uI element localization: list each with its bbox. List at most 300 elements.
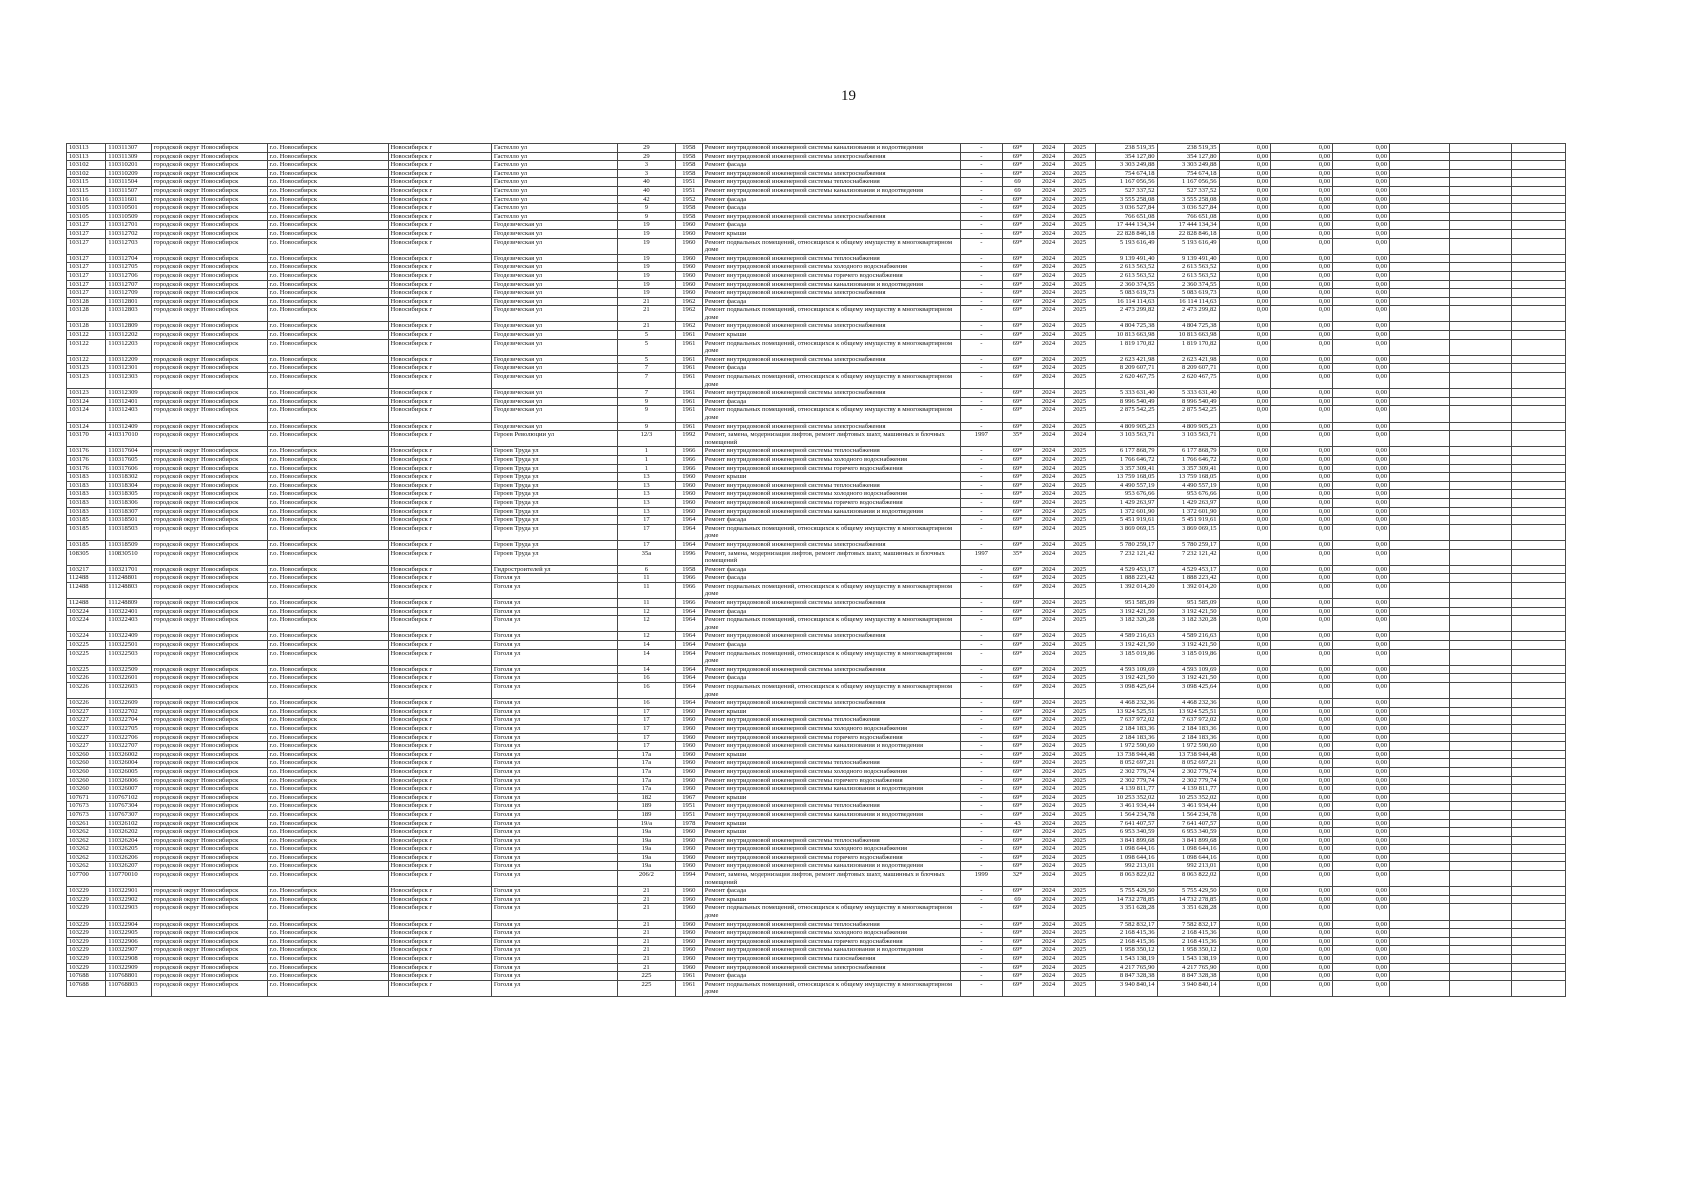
cell-other-cost: 0,00 (1333, 845, 1390, 854)
cell-plan-start-year: 2024 (1033, 195, 1064, 204)
cell-extra-col-2 (1450, 322, 1512, 331)
cell-plan-start-year: 2024 (1033, 616, 1064, 632)
cell-extra-col-1 (1390, 271, 1450, 280)
cell-work-type: Ремонт фасада (702, 565, 960, 574)
cell-work-type: Ремонт внутридомовой инженерной системы электроснабжения (702, 599, 960, 608)
cell-street: Геодезическая ул (491, 389, 617, 398)
cell-city: Новосибирск г (388, 649, 491, 665)
cell-extra-col-2 (1450, 929, 1512, 938)
cell-plan-end-year: 2025 (1064, 455, 1095, 464)
cell-work-type: Ремонт, замена, модернизация лифтов, ремонт лифтовых шахт, машинных и блочных помещений (702, 871, 960, 887)
cell-lift-year: - (961, 524, 1002, 540)
cell-municipal-district: городской округ Новосибирск (151, 507, 267, 516)
cell-settlement: г.о. Новосибирск (267, 195, 388, 204)
cell-extra-col-1 (1390, 683, 1450, 699)
cell-wear-percent: 69* (1002, 767, 1033, 776)
cell-work-type: Ремонт подвальных помещений, относящихся к общему имуществу в многоквартирном доме (702, 238, 960, 254)
cell-total-cost: 13 759 168,05 (1095, 473, 1157, 482)
cell-lift-year: - (961, 724, 1002, 733)
cell-fund-cost: 16 114 114,63 (1157, 297, 1219, 306)
cell-house-number: 17а (617, 759, 675, 768)
cell-budget-cost: 0,00 (1219, 373, 1271, 389)
table-row (67, 238, 1566, 254)
cell-plan-start-year: 2024 (1033, 322, 1064, 331)
table-row (67, 540, 1566, 549)
cell-city: Новосибирск г (388, 674, 491, 683)
cell-extra-col-3 (1512, 895, 1566, 904)
cell-street: Гоголя ул (491, 616, 617, 632)
cell-build-year: 1964 (675, 649, 702, 665)
cell-extra-col-3 (1512, 144, 1566, 153)
table-row (67, 853, 1566, 862)
cell-work-id: 110312706 (106, 271, 151, 280)
table-row (67, 776, 1566, 785)
cell-budget-cost: 0,00 (1219, 920, 1271, 929)
cell-work-id: 110322904 (106, 920, 151, 929)
cell-settlement: г.о. Новосибирск (267, 540, 388, 549)
table-row (67, 802, 1566, 811)
cell-other-cost: 0,00 (1333, 871, 1390, 887)
cell-city: Новосибирск г (388, 828, 491, 837)
cell-other-cost: 0,00 (1333, 339, 1390, 355)
cell-house-id: 107688 (67, 972, 106, 981)
cell-extra-col-1 (1390, 616, 1450, 632)
cell-owner-cost: 0,00 (1271, 980, 1333, 996)
cell-owner-cost: 0,00 (1271, 355, 1333, 364)
cell-municipal-district: городской округ Новосибирск (151, 742, 267, 751)
cell-house-id: 103127 (67, 238, 106, 254)
cell-extra-col-1 (1390, 364, 1450, 373)
cell-other-cost: 0,00 (1333, 204, 1390, 213)
table-row (67, 331, 1566, 340)
cell-total-cost: 2 623 421,98 (1095, 355, 1157, 364)
cell-build-year: 1967 (675, 793, 702, 802)
cell-build-year: 1952 (675, 195, 702, 204)
cell-plan-start-year: 2024 (1033, 306, 1064, 322)
cell-city: Новосибирск г (388, 364, 491, 373)
cell-municipal-district: городской округ Новосибирск (151, 169, 267, 178)
cell-fund-cost: 4 593 109,69 (1157, 665, 1219, 674)
cell-street: Гоголя ул (491, 724, 617, 733)
cell-house-number: 1 (617, 447, 675, 456)
cell-lift-year: - (961, 331, 1002, 340)
cell-owner-cost: 0,00 (1271, 946, 1333, 955)
table-row (67, 574, 1566, 583)
cell-house-id: 103176 (67, 447, 106, 456)
cell-extra-col-2 (1450, 204, 1512, 213)
cell-work-type: Ремонт подвальных помещений, относящихся к общему имуществу в многоквартирном доме (702, 980, 960, 996)
cell-extra-col-3 (1512, 271, 1566, 280)
cell-build-year: 1961 (675, 355, 702, 364)
cell-plan-start-year: 2024 (1033, 819, 1064, 828)
cell-fund-cost: 5 333 631,40 (1157, 389, 1219, 398)
cell-house-id: 103183 (67, 481, 106, 490)
cell-work-id: 110322906 (106, 937, 151, 946)
table-row (67, 641, 1566, 650)
cell-extra-col-1 (1390, 322, 1450, 331)
cell-house-id: 103127 (67, 254, 106, 263)
cell-extra-col-1 (1390, 431, 1450, 447)
cell-work-id: 110322907 (106, 946, 151, 955)
cell-other-cost: 0,00 (1333, 920, 1390, 929)
cell-work-type: Ремонт подвальных помещений, относящихся к общему имуществу в многоквартирном доме (702, 373, 960, 389)
cell-city: Новосибирск г (388, 937, 491, 946)
cell-plan-end-year: 2025 (1064, 397, 1095, 406)
cell-house-number: 40 (617, 178, 675, 187)
cell-house-id: 103170 (67, 431, 106, 447)
cell-municipal-district: городской округ Новосибирск (151, 871, 267, 887)
cell-budget-cost: 0,00 (1219, 422, 1271, 431)
cell-extra-col-2 (1450, 599, 1512, 608)
cell-extra-col-2 (1450, 904, 1512, 920)
cell-work-id: 111248801 (106, 574, 151, 583)
cell-wear-percent: 69* (1002, 980, 1033, 996)
cell-house-number: 21 (617, 937, 675, 946)
cell-house-number: 5 (617, 331, 675, 340)
cell-work-id: 110322903 (106, 904, 151, 920)
cell-plan-end-year: 2025 (1064, 254, 1095, 263)
cell-owner-cost: 0,00 (1271, 887, 1333, 896)
cell-other-cost: 0,00 (1333, 186, 1390, 195)
cell-city: Новосибирск г (388, 254, 491, 263)
cell-other-cost: 0,00 (1333, 616, 1390, 632)
cell-extra-col-1 (1390, 955, 1450, 964)
table-row (67, 674, 1566, 683)
cell-total-cost: 8 209 607,71 (1095, 364, 1157, 373)
cell-settlement: г.о. Новосибирск (267, 297, 388, 306)
cell-plan-end-year: 2025 (1064, 221, 1095, 230)
cell-fund-cost: 2 360 374,55 (1157, 280, 1219, 289)
cell-other-cost: 0,00 (1333, 699, 1390, 708)
cell-wear-percent: 69* (1002, 574, 1033, 583)
cell-municipal-district: городской округ Новосибирск (151, 582, 267, 598)
cell-extra-col-1 (1390, 507, 1450, 516)
cell-settlement: г.о. Новосибирск (267, 271, 388, 280)
cell-build-year: 1992 (675, 431, 702, 447)
cell-other-cost: 0,00 (1333, 195, 1390, 204)
cell-work-id: 110312801 (106, 297, 151, 306)
cell-wear-percent: 69* (1002, 641, 1033, 650)
cell-total-cost: 4 139 811,77 (1095, 785, 1157, 794)
cell-plan-end-year: 2025 (1064, 297, 1095, 306)
cell-street: Геодезическая ул (491, 271, 617, 280)
cell-extra-col-2 (1450, 759, 1512, 768)
cell-wear-percent: 69* (1002, 389, 1033, 398)
cell-fund-cost: 2 302 779,74 (1157, 776, 1219, 785)
cell-extra-col-2 (1450, 481, 1512, 490)
cell-work-type: Ремонт подвальных помещений, относящихся к общему имуществу в многоквартирном доме (702, 616, 960, 632)
cell-other-cost: 0,00 (1333, 524, 1390, 540)
cell-build-year: 1960 (675, 862, 702, 871)
cell-budget-cost: 0,00 (1219, 389, 1271, 398)
cell-extra-col-2 (1450, 649, 1512, 665)
cell-municipal-district: городской округ Новосибирск (151, 683, 267, 699)
cell-build-year: 1966 (675, 464, 702, 473)
cell-city: Новосибирск г (388, 920, 491, 929)
cell-wear-percent: 69* (1002, 447, 1033, 456)
table-row (67, 397, 1566, 406)
cell-settlement: г.о. Новосибирск (267, 490, 388, 499)
cell-street: Гоголя ул (491, 574, 617, 583)
cell-street: Гоголя ул (491, 819, 617, 828)
cell-wear-percent: 69* (1002, 674, 1033, 683)
cell-plan-end-year: 2025 (1064, 929, 1095, 938)
cell-work-id: 110326204 (106, 836, 151, 845)
cell-extra-col-2 (1450, 871, 1512, 887)
capital-repair-table (66, 143, 1566, 997)
cell-work-id: 110767102 (106, 793, 151, 802)
cell-owner-cost: 0,00 (1271, 828, 1333, 837)
cell-plan-start-year: 2024 (1033, 455, 1064, 464)
cell-house-number: 17 (617, 733, 675, 742)
cell-plan-end-year: 2025 (1064, 946, 1095, 955)
cell-total-cost: 2 613 563,52 (1095, 271, 1157, 280)
cell-fund-cost: 10 253 352,02 (1157, 793, 1219, 802)
cell-build-year: 1996 (675, 549, 702, 565)
cell-plan-end-year: 2025 (1064, 742, 1095, 751)
table-row (67, 490, 1566, 499)
table-body (67, 144, 1566, 997)
cell-extra-col-3 (1512, 549, 1566, 565)
cell-street: Гоголя ул (491, 929, 617, 938)
cell-wear-percent: 69* (1002, 289, 1033, 298)
cell-extra-col-1 (1390, 853, 1450, 862)
cell-extra-col-2 (1450, 490, 1512, 499)
cell-work-type: Ремонт внутридомовой инженерной системы горячего водоснабжения (702, 853, 960, 862)
table-row (67, 169, 1566, 178)
cell-build-year: 1960 (675, 254, 702, 263)
cell-budget-cost: 0,00 (1219, 254, 1271, 263)
cell-build-year: 1958 (675, 565, 702, 574)
cell-house-number: 19а (617, 853, 675, 862)
cell-build-year: 1960 (675, 929, 702, 938)
cell-extra-col-1 (1390, 169, 1450, 178)
cell-other-cost: 0,00 (1333, 887, 1390, 896)
cell-budget-cost: 0,00 (1219, 750, 1271, 759)
cell-extra-col-1 (1390, 297, 1450, 306)
cell-house-id: 103183 (67, 498, 106, 507)
cell-lift-year: - (961, 895, 1002, 904)
cell-work-type: Ремонт внутридомовой инженерной системы горячего водоснабжения (702, 776, 960, 785)
cell-other-cost: 0,00 (1333, 431, 1390, 447)
cell-municipal-district: городской округ Новосибирск (151, 355, 267, 364)
cell-settlement: г.о. Новосибирск (267, 599, 388, 608)
cell-fund-cost: 2 168 415,36 (1157, 937, 1219, 946)
cell-total-cost: 14 732 278,85 (1095, 895, 1157, 904)
cell-work-id: 110312403 (106, 406, 151, 422)
table-row (67, 406, 1566, 422)
cell-settlement: г.о. Новосибирск (267, 263, 388, 272)
cell-house-number: 12 (617, 632, 675, 641)
cell-extra-col-3 (1512, 674, 1566, 683)
cell-plan-end-year: 2025 (1064, 972, 1095, 981)
cell-house-id: 103226 (67, 699, 106, 708)
cell-settlement: г.о. Новосибирск (267, 750, 388, 759)
cell-extra-col-1 (1390, 289, 1450, 298)
cell-build-year: 1964 (675, 665, 702, 674)
cell-municipal-district: городской округ Новосибирск (151, 574, 267, 583)
cell-house-id: 103227 (67, 707, 106, 716)
cell-settlement: г.о. Новосибирск (267, 455, 388, 464)
cell-other-cost: 0,00 (1333, 574, 1390, 583)
cell-extra-col-1 (1390, 229, 1450, 238)
cell-settlement: г.о. Новосибирск (267, 161, 388, 170)
cell-settlement: г.о. Новосибирск (267, 616, 388, 632)
cell-extra-col-1 (1390, 481, 1450, 490)
cell-plan-start-year: 2024 (1033, 464, 1064, 473)
cell-extra-col-3 (1512, 212, 1566, 221)
cell-other-cost: 0,00 (1333, 904, 1390, 920)
cell-build-year: 1960 (675, 767, 702, 776)
cell-total-cost: 10 253 352,02 (1095, 793, 1157, 802)
cell-house-number: 17 (617, 742, 675, 751)
cell-street: Гоголя ул (491, 742, 617, 751)
cell-municipal-district: городской округ Новосибирск (151, 186, 267, 195)
cell-other-cost: 0,00 (1333, 937, 1390, 946)
page-number: 19 (841, 88, 856, 104)
cell-municipal-district: городской округ Новосибирск (151, 331, 267, 340)
cell-house-id: 103262 (67, 862, 106, 871)
cell-budget-cost: 0,00 (1219, 406, 1271, 422)
cell-plan-end-year: 2025 (1064, 707, 1095, 716)
cell-work-id: 110322706 (106, 733, 151, 742)
cell-work-id: 110317605 (106, 455, 151, 464)
cell-plan-start-year: 2024 (1033, 895, 1064, 904)
cell-fund-cost: 6 177 868,79 (1157, 447, 1219, 456)
cell-lift-year: - (961, 607, 1002, 616)
cell-work-id: 111248809 (106, 599, 151, 608)
cell-extra-col-1 (1390, 582, 1450, 598)
cell-lift-year: - (961, 229, 1002, 238)
cell-fund-cost: 1 098 644,16 (1157, 845, 1219, 854)
cell-extra-col-3 (1512, 963, 1566, 972)
cell-house-number: 16 (617, 683, 675, 699)
cell-work-type: Ремонт фасада (702, 674, 960, 683)
cell-house-id: 103183 (67, 473, 106, 482)
cell-extra-col-1 (1390, 524, 1450, 540)
cell-municipal-district: городской округ Новосибирск (151, 195, 267, 204)
cell-work-id: 110318501 (106, 516, 151, 525)
cell-total-cost: 7 582 832,17 (1095, 920, 1157, 929)
cell-lift-year: - (961, 665, 1002, 674)
cell-settlement: г.о. Новосибирск (267, 785, 388, 794)
cell-work-id: 110312803 (106, 306, 151, 322)
cell-municipal-district: городской округ Новосибирск (151, 229, 267, 238)
cell-work-type: Ремонт внутридомовой инженерной системы горячего водоснабжения (702, 271, 960, 280)
cell-budget-cost: 0,00 (1219, 507, 1271, 516)
cell-wear-percent: 69* (1002, 632, 1033, 641)
cell-settlement: г.о. Новосибирск (267, 169, 388, 178)
cell-work-type: Ремонт фасада (702, 641, 960, 650)
cell-fund-cost: 5 780 259,17 (1157, 540, 1219, 549)
cell-city: Новосибирск г (388, 144, 491, 153)
cell-street: Героев Труда ул (491, 540, 617, 549)
cell-plan-start-year: 2024 (1033, 574, 1064, 583)
cell-extra-col-3 (1512, 750, 1566, 759)
cell-street: Гоголя ул (491, 887, 617, 896)
cell-build-year: 1961 (675, 980, 702, 996)
cell-owner-cost: 0,00 (1271, 767, 1333, 776)
cell-house-id: 103217 (67, 565, 106, 574)
cell-build-year: 1961 (675, 389, 702, 398)
cell-extra-col-2 (1450, 582, 1512, 598)
cell-extra-col-1 (1390, 422, 1450, 431)
cell-extra-col-2 (1450, 565, 1512, 574)
cell-settlement: г.о. Новосибирск (267, 524, 388, 540)
table-row (67, 355, 1566, 364)
cell-plan-end-year: 2025 (1064, 565, 1095, 574)
cell-total-cost: 3 192 421,50 (1095, 607, 1157, 616)
cell-other-cost: 0,00 (1333, 683, 1390, 699)
cell-plan-end-year: 2025 (1064, 904, 1095, 920)
cell-work-id: 110326004 (106, 759, 151, 768)
cell-budget-cost: 0,00 (1219, 221, 1271, 230)
cell-build-year: 1961 (675, 364, 702, 373)
cell-owner-cost: 0,00 (1271, 161, 1333, 170)
table-row (67, 649, 1566, 665)
cell-wear-percent: 69 (1002, 186, 1033, 195)
cell-lift-year: - (961, 516, 1002, 525)
cell-lift-year: - (961, 707, 1002, 716)
cell-extra-col-1 (1390, 776, 1450, 785)
cell-settlement: г.о. Новосибирск (267, 565, 388, 574)
cell-extra-col-2 (1450, 389, 1512, 398)
cell-budget-cost: 0,00 (1219, 490, 1271, 499)
cell-city: Новосибирск г (388, 431, 491, 447)
cell-work-id: 110318302 (106, 473, 151, 482)
cell-house-number: 189 (617, 810, 675, 819)
cell-wear-percent: 69* (1002, 724, 1033, 733)
cell-fund-cost: 1 972 590,60 (1157, 742, 1219, 751)
cell-city: Новосибирск г (388, 887, 491, 896)
cell-budget-cost: 0,00 (1219, 845, 1271, 854)
table-row (67, 828, 1566, 837)
cell-owner-cost: 0,00 (1271, 836, 1333, 845)
cell-plan-start-year: 2024 (1033, 767, 1064, 776)
cell-other-cost: 0,00 (1333, 776, 1390, 785)
cell-total-cost: 5 780 259,17 (1095, 540, 1157, 549)
cell-other-cost: 0,00 (1333, 836, 1390, 845)
cell-fund-cost: 3 192 421,50 (1157, 674, 1219, 683)
cell-fund-cost: 1 543 138,19 (1157, 955, 1219, 964)
cell-house-number: 7 (617, 373, 675, 389)
cell-extra-col-2 (1450, 665, 1512, 674)
cell-extra-col-3 (1512, 742, 1566, 751)
cell-extra-col-2 (1450, 161, 1512, 170)
cell-wear-percent: 69* (1002, 263, 1033, 272)
table-row (67, 516, 1566, 525)
table-row (67, 254, 1566, 263)
cell-municipal-district: городской округ Новосибирск (151, 455, 267, 464)
cell-house-id: 103262 (67, 845, 106, 854)
cell-street: Гоголя ул (491, 683, 617, 699)
cell-total-cost: 4 809 905,23 (1095, 422, 1157, 431)
cell-work-type: Ремонт внутридомовой инженерной системы теплоснабжения (702, 836, 960, 845)
cell-municipal-district: городской округ Новосибирск (151, 724, 267, 733)
cell-street: Гастелло ул (491, 186, 617, 195)
cell-house-id: 103113 (67, 152, 106, 161)
cell-street: Гоголя ул (491, 895, 617, 904)
table-row (67, 920, 1566, 929)
cell-street: Геодезическая ул (491, 238, 617, 254)
cell-house-number: 5 (617, 339, 675, 355)
cell-build-year: 1964 (675, 540, 702, 549)
cell-city: Новосибирск г (388, 516, 491, 525)
cell-work-type: Ремонт крыши (702, 750, 960, 759)
cell-settlement: г.о. Новосибирск (267, 447, 388, 456)
cell-owner-cost: 0,00 (1271, 972, 1333, 981)
cell-wear-percent: 69* (1002, 280, 1033, 289)
